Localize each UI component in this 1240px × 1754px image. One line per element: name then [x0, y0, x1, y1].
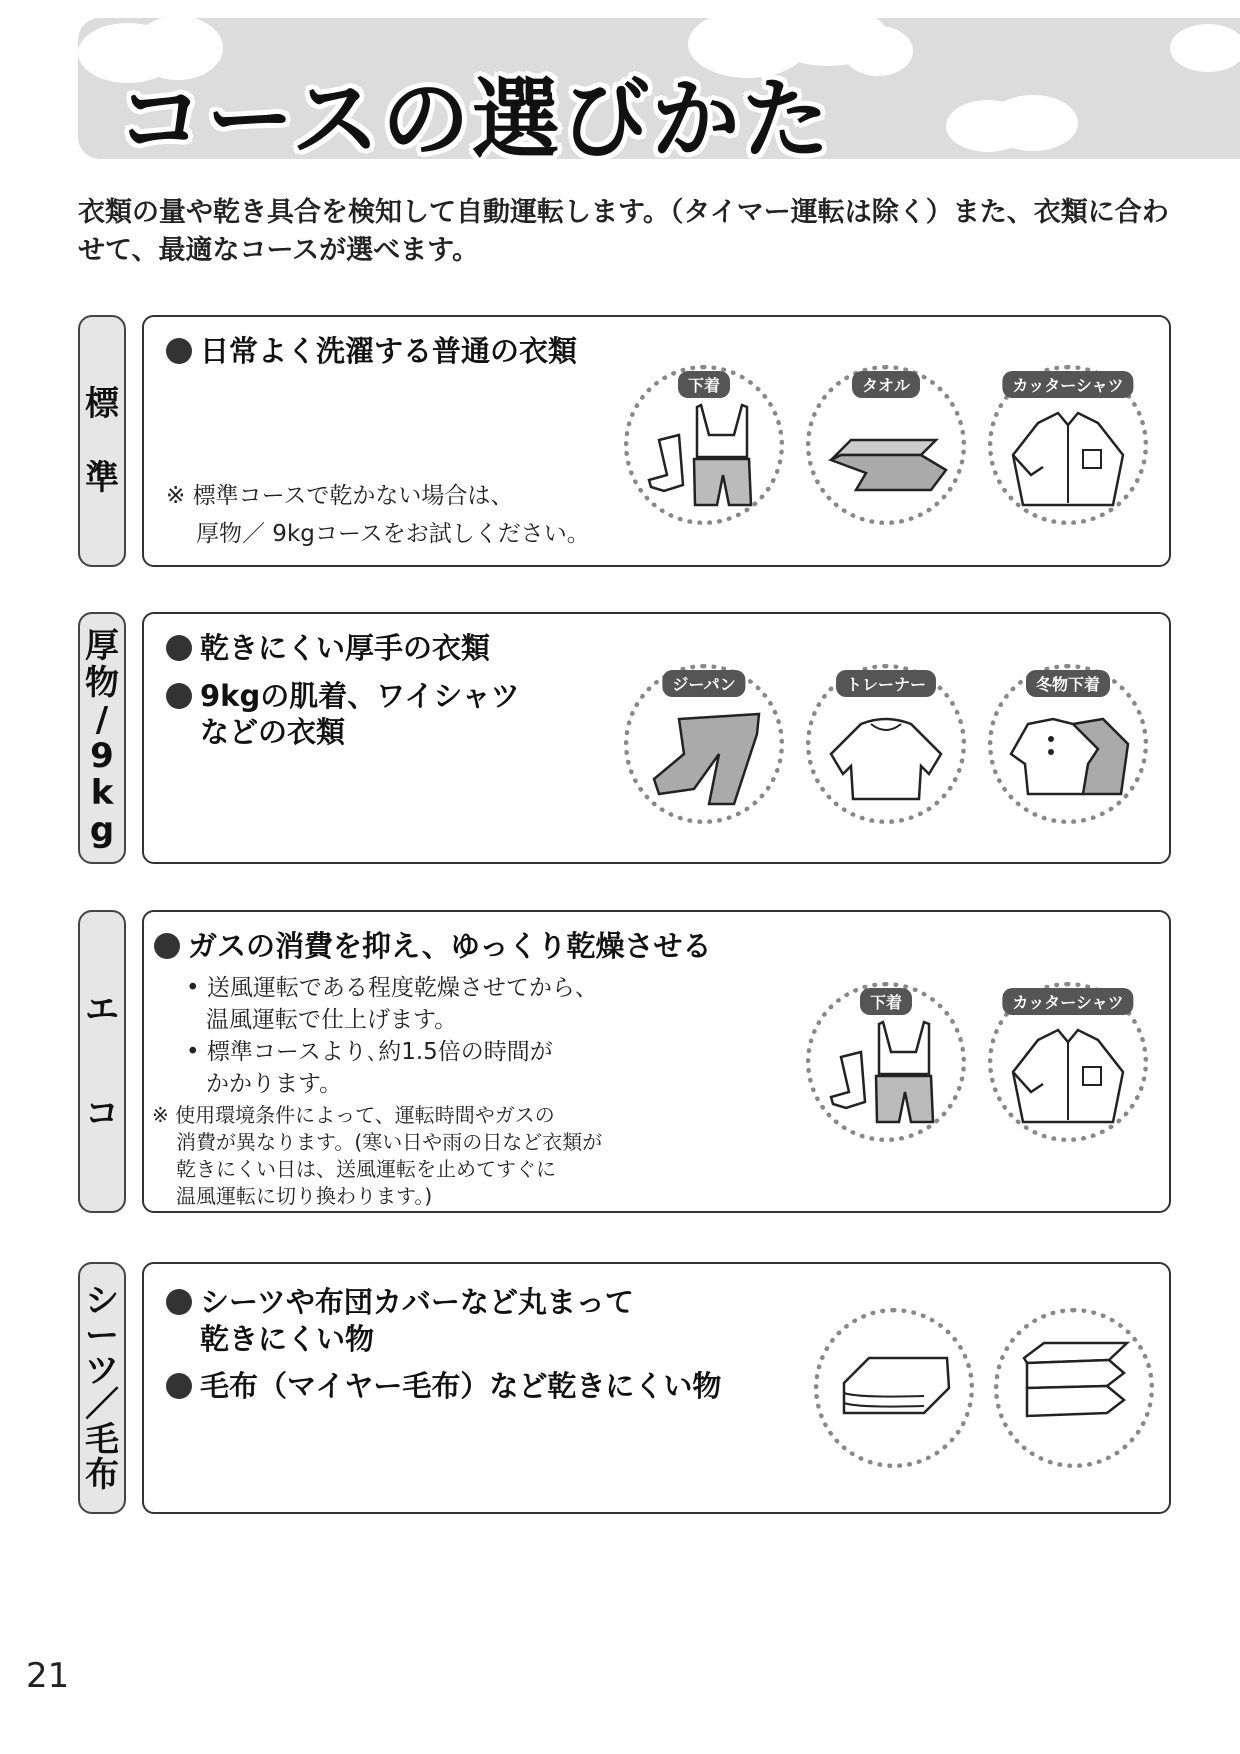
tab-char: 物 [85, 662, 119, 703]
underwear-icon [821, 1012, 951, 1132]
item-badge [806, 365, 966, 525]
bullet-text: 毛布（マイヤー毛布）など乾きにくい物 [200, 1369, 722, 1403]
bullet-text: 9kgの肌着、ワイシャツ [200, 679, 520, 713]
item-label: 下着 [678, 371, 730, 398]
panel-standard [142, 315, 1171, 567]
item-badge [806, 664, 966, 824]
item-label: カッターシャツ [1002, 988, 1133, 1015]
tab-heavy-9kg [78, 612, 126, 864]
item-badge [624, 365, 784, 525]
note-line: 温風運転に切り換わります。) [176, 1184, 433, 1208]
tab-char: ／ [85, 1385, 119, 1426]
item-label: 下着 [860, 988, 912, 1015]
item-label: カッターシャツ [1002, 371, 1133, 398]
intro-text: 衣類の量や乾き具合を検知して自動運転します。（タイマー運転は除く）また、衣類に合わせて、最適なコースが選べます。 [78, 197, 1169, 266]
jeans-icon [639, 694, 769, 814]
tab-char: 毛 [85, 1419, 119, 1460]
panel-sheets-blanket [142, 1262, 1171, 1514]
sub-item-line: 温風運転で仕上げます。 [206, 1007, 458, 1033]
item-badge [988, 365, 1148, 525]
bullet-dot [166, 1289, 192, 1315]
note-line: 乾きにくい日は、送風運転を止めてすぐに [176, 1157, 556, 1181]
item-label: ジーパン [662, 670, 745, 697]
tab-char: / [95, 699, 109, 740]
note-line: ※ 標準コースで乾かない場合は、 [166, 483, 514, 509]
note-line: 消費が異なります。(寒い日や雨の日など衣類が [176, 1130, 603, 1154]
tab-char: ツ [85, 1350, 119, 1391]
tab-char: g [89, 809, 115, 850]
bullet-continuation: 乾きにくい物 [200, 1322, 375, 1356]
tab-char: 9 [90, 736, 114, 777]
sub-item-line: かかります。 [206, 1071, 343, 1097]
tab-char: ー [85, 1315, 119, 1356]
tab-char: 標 [85, 384, 119, 424]
bullet-text: 乾きにくい厚手の衣類 [200, 631, 491, 665]
bullet-item [166, 628, 490, 668]
bullet-text: ガスの消費を抑え、ゆっくり乾燥させる [188, 929, 712, 963]
item-label: トレーナー [836, 670, 936, 697]
dress-shirt-icon [1003, 1012, 1133, 1132]
bullet-continuation: などの衣類 [200, 715, 346, 749]
stacked-sheets-icon [1009, 1328, 1139, 1448]
bullet-text: 日常よく洗濯する普通の衣類 [200, 334, 578, 368]
item-badge [624, 664, 784, 824]
item-label: タオル [852, 371, 920, 398]
underwear-icon [639, 395, 769, 515]
folded-blanket-icon [829, 1328, 959, 1448]
tab-char: 準 [85, 458, 119, 498]
bullet-item [166, 1366, 721, 1406]
towel-icon [821, 395, 951, 515]
tab-char: シ [85, 1281, 119, 1322]
note-line: 厚物／ 9kgコースをお試しください。 [196, 521, 590, 547]
bullet-dot [154, 933, 180, 959]
tab-char: 布 [85, 1454, 119, 1495]
bullet-dot [166, 683, 192, 709]
tab-char: 厚 [85, 626, 119, 667]
item-badge [988, 664, 1148, 824]
bullet-item [166, 676, 520, 716]
tab-char: コ [85, 1093, 119, 1134]
item-badge [994, 1308, 1154, 1468]
item-badge [806, 982, 966, 1142]
note-line: ※ 使用環境条件によって、運転時間やガスの [152, 1103, 555, 1127]
cloud-decoration [938, 88, 1088, 158]
sub-item-line: • 送風運転である程度乾燥させてから、 [186, 975, 598, 1001]
bullet-dot [166, 1373, 192, 1399]
dress-shirt-icon [1003, 395, 1133, 515]
tab-char: エ [85, 989, 119, 1030]
item-badge [988, 982, 1148, 1142]
tab-char: k [90, 772, 114, 813]
tab-eco [78, 910, 126, 1213]
bullet-item [166, 1282, 634, 1322]
bullet-item [166, 331, 577, 371]
panel-heavy-9kg [142, 612, 1171, 864]
tab-sheets-blanket [78, 1262, 126, 1514]
item-label: 冬物下着 [1026, 670, 1110, 697]
cloud-decoration [1168, 18, 1240, 78]
page-number: 21 [26, 1656, 70, 1696]
bullet-dot [166, 338, 192, 364]
page-title: コースの選びかた [116, 68, 832, 171]
sub-item-line: • 標準コースより､約1.5倍の時間が [186, 1039, 553, 1065]
sweatshirt-icon [821, 694, 951, 814]
panel-eco [142, 910, 1171, 1213]
bullet-text: シーツや布団カバーなど丸まって [200, 1285, 634, 1319]
winter-underwear-icon [1003, 694, 1133, 814]
bullet-item [154, 926, 711, 966]
item-badge [814, 1308, 974, 1468]
bullet-dot [166, 635, 192, 661]
tab-standard [78, 315, 126, 567]
